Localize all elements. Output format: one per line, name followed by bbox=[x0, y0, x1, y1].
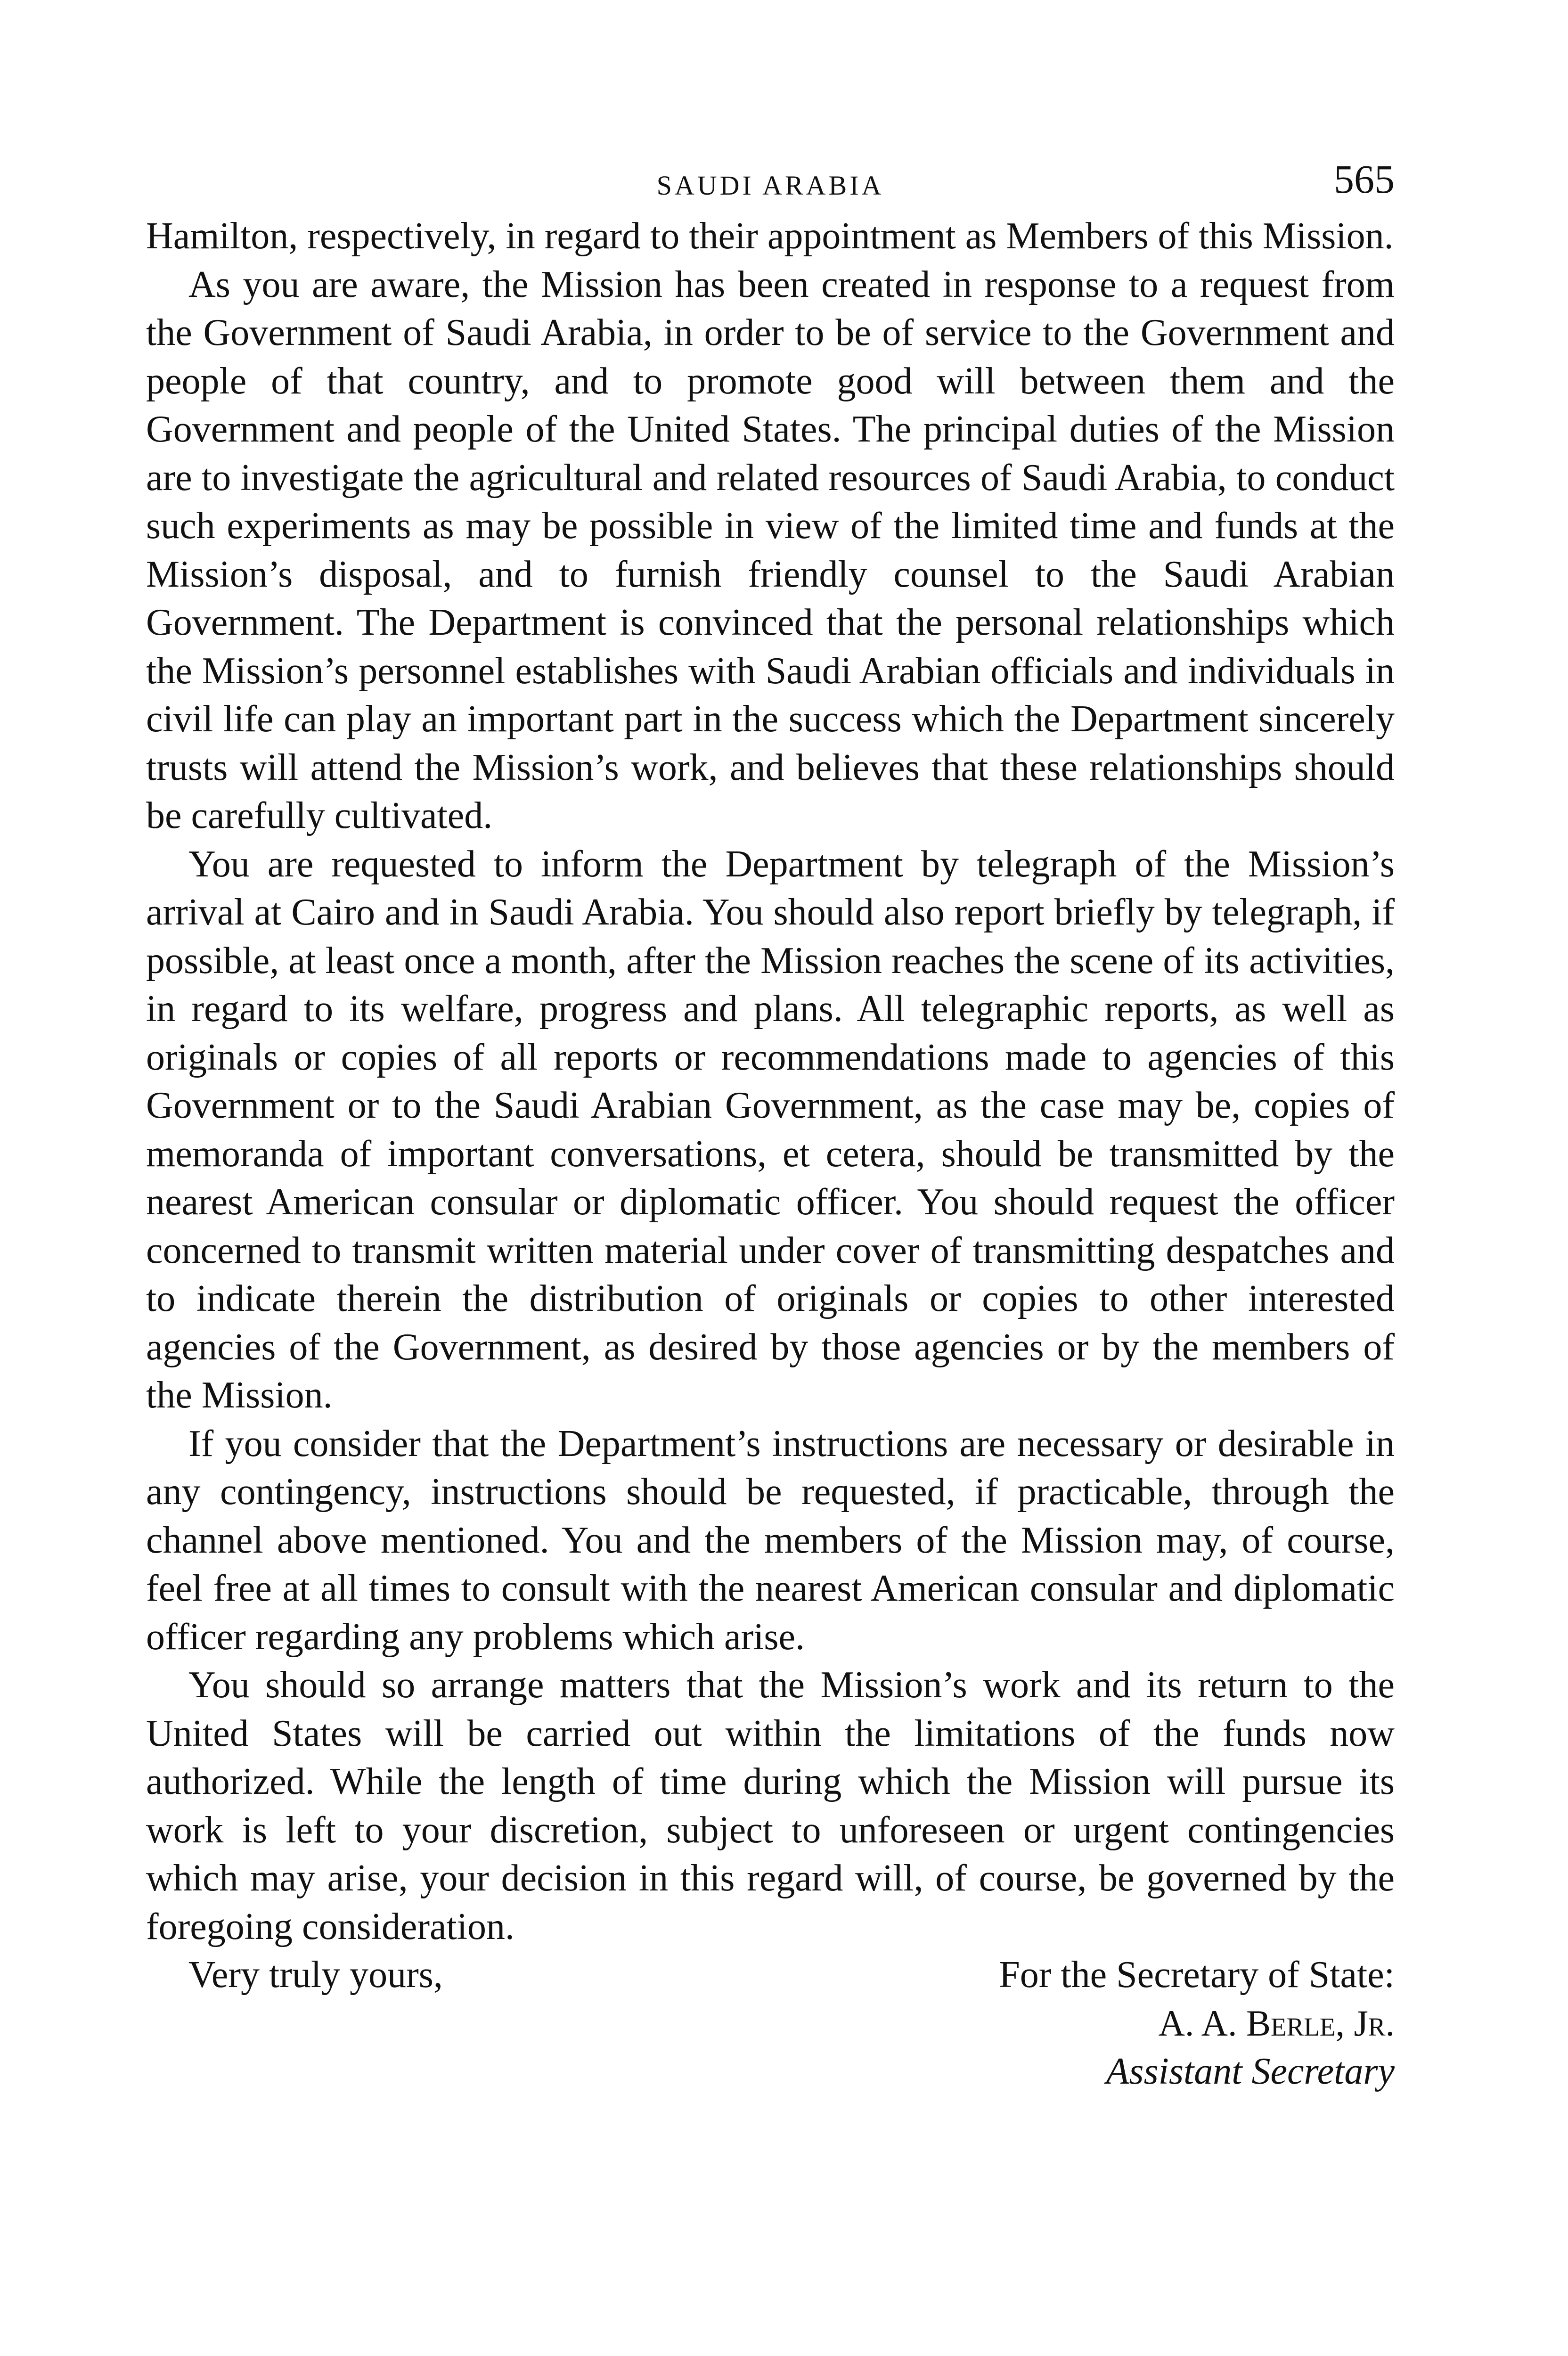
paragraph: You should so arrange matters that the Mission’s work and its return to the United States will be carried out within the limitations of the funds now authorized. While the length of time during which the Mission will pursue its work is left to your discretion, subject to unforeseen or urgent contingencies which may arise, your decision in this regard will, of course, be governed by the foregoing consideration. bbox=[146, 1664, 1395, 1947]
paragraph: If you consider that the Department’s instructions are necessary or desirable in any contingency, instructions should be requested, if practicable, through the channel above mentioned. You and the members of the Mission may, of course, feel free at all times to consult with the nearest American consular and diplomatic officer regarding any problems which arise. bbox=[146, 1423, 1395, 1658]
signer-suffix: , Jr. bbox=[1335, 2002, 1395, 2044]
signature-block bbox=[999, 1951, 1395, 2096]
letter-closing bbox=[146, 1951, 1395, 2097]
running-title: SAUDI ARABIA bbox=[656, 170, 884, 201]
document-page bbox=[146, 155, 1395, 2097]
running-header bbox=[146, 155, 1395, 207]
salutation: Very truly yours, bbox=[188, 1954, 443, 1996]
paragraph: Hamilton, respectively, in regard to their appointment as Members of this Mission. bbox=[146, 215, 1394, 257]
signer-surname: Berle bbox=[1246, 2002, 1336, 2044]
page-number: 565 bbox=[1334, 156, 1395, 202]
signer-title: Assistant Secretary bbox=[1106, 2051, 1395, 2092]
signer-name bbox=[999, 1999, 1395, 2048]
letter-body bbox=[146, 212, 1395, 1951]
signer-initials: A. A. bbox=[1158, 2002, 1246, 2044]
for-secretary-line: For the Secretary of State: bbox=[999, 1954, 1395, 1996]
paragraph: You are requested to inform the Department by telegraph of the Mission’s arrival at Cairo and in Saudi Arabia. You should also report briefly by telegraph, if possible, at least once a month, after the Mission reaches the scene of its activities, in regard to its welfare, progress and plans. All telegraphic reports, as well as originals or copies of all reports or recommendations made to agencies of this Government or to the Saudi Arabian Government, as the case may be, copies of memoranda of important conversations, et cetera, should be transmitted by the nearest American consular or diplomatic officer. You should request the officer concerned to transmit written material under cover of transmitting despatches and to indicate therein the distribution of originals or copies to other interested agencies of the Government, as desired by those agencies or by the members of the Mission. bbox=[146, 843, 1395, 1416]
paragraph: As you are aware, the Mission has been created in response to a request from the Government of Saudi Arabia, in order to be of service to the Government and people of that country, and to promote good will between them and the Government and people of the United States. The principal duties of the Mission are to investigate the agricultural and related resources of Saudi Arabia, to conduct such experiments as may be possible in view of the limited time and funds at the Mission’s disposal, and to furnish friendly counsel to the Saudi Arabian Government. The Department is convinced that the personal relationships which the Mission’s personnel establishes with Saudi Arabian officials and individuals in civil life can play an important part in the success which the Department sincerely trusts will attend the Mission’s work, and believes that these relationships should be carefully cultivated. bbox=[146, 263, 1395, 836]
